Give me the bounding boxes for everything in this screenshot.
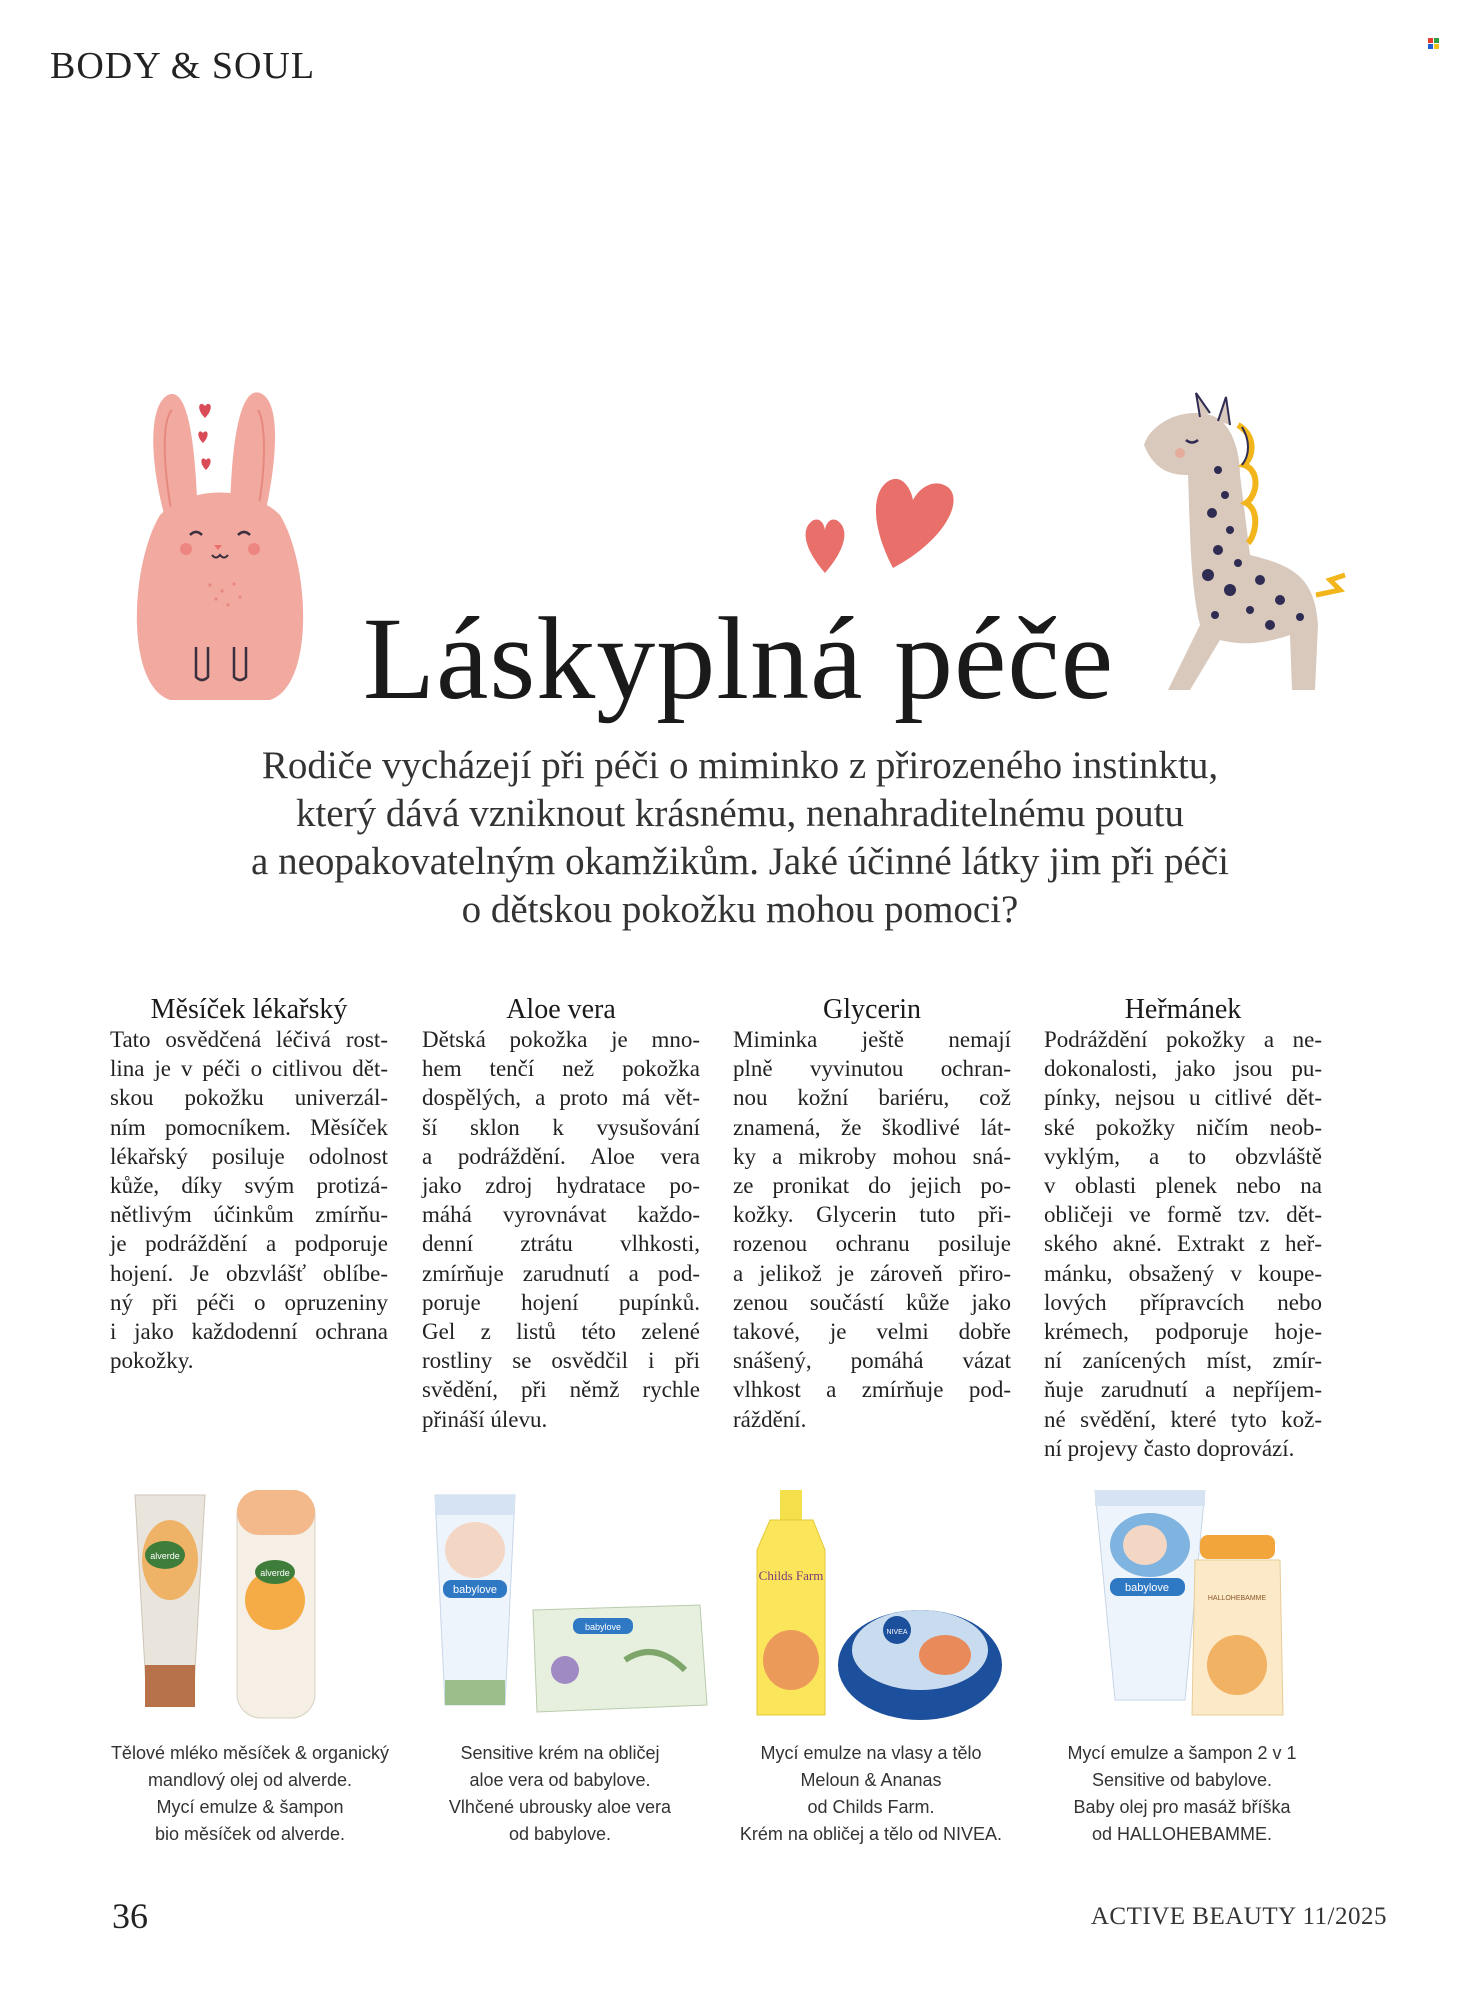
product-image-alverde: [115, 1490, 415, 1720]
text-line: ského akné. Extrakt z heř-: [1044, 1231, 1322, 1257]
text-line: obličeji ve formě tzv. dět-: [1044, 1202, 1322, 1228]
text-line: ný při péči o opruzeniny: [110, 1289, 388, 1315]
text-line: pokožky.: [110, 1348, 194, 1374]
lead-line: který dává vzniknout krásnému, nenahraditelnému poutu: [295, 792, 1185, 835]
brand-label: babylove: [584, 1622, 622, 1632]
text-line: ňuje zarudnutí a nepříjem-: [1044, 1377, 1322, 1403]
column-heading: Měsíček lékařský: [150, 994, 348, 1025]
caption-line: Mycí emulze na vlasy a tělo: [760, 1743, 982, 1763]
text-line: ní zanícených míst, zmír-: [1044, 1348, 1322, 1374]
caption-line: od Childs Farm.: [807, 1797, 935, 1817]
article-column-aloe-vera: [422, 995, 700, 1434]
lead-line: Rodiče vycházejí při péči o miminko z přirozeného instinktu,: [261, 744, 1219, 787]
text-line: lových přípravcích nebo: [1044, 1289, 1322, 1315]
text-line: vyklým, a to obzvláště: [1044, 1143, 1322, 1169]
text-line: hem tenčí než pokožka: [422, 1056, 700, 1082]
brand-label: NIVEA: [886, 1629, 908, 1636]
text-line: poruje hojení pupínků.: [422, 1289, 700, 1315]
page-number: 36: [112, 1896, 148, 1936]
text-line: ší sklon k vysušování: [422, 1114, 700, 1140]
text-line: skou pokožku univerzál-: [110, 1085, 388, 1111]
text-line: Tato osvědčená léčivá rost-: [110, 1027, 388, 1052]
text-line: v oblasti plenek nebo na: [1044, 1173, 1322, 1199]
text-line: a jelikož je zároveň přiro-: [733, 1260, 1011, 1286]
page-title: Láskyplná péče: [362, 593, 1115, 724]
text-line: takové, je velmi dobře: [733, 1319, 1011, 1345]
text-line: přináší úlevu.: [422, 1406, 548, 1432]
caption-line: aloe vera od babylove.: [469, 1770, 651, 1790]
column-body: [422, 1025, 700, 1434]
text-line: Gel z listů této zelené: [422, 1319, 700, 1345]
text-line: máhá vyrovnávat každo-: [422, 1202, 700, 1228]
text-line: denní ztrátu vlhkosti,: [422, 1231, 700, 1257]
text-line: ním pomocníkem. Měsíček: [110, 1114, 388, 1140]
column-heading: Aloe vera: [506, 994, 616, 1025]
caption-line: mandlový olej od alverde.: [147, 1770, 353, 1790]
section-label: BODY & SOUL: [50, 45, 316, 87]
lead-paragraph: [190, 742, 1290, 934]
brand-label: alverde: [150, 1551, 180, 1561]
brand-label: Childs Farm: [758, 1568, 824, 1583]
column-body: [733, 1025, 1011, 1434]
brand-label: HALLOHEBAMME: [1207, 1595, 1267, 1602]
text-line: ky a mikroby mohou sná-: [733, 1143, 1011, 1169]
caption-line: od babylove.: [508, 1824, 612, 1844]
product-caption: [1027, 1740, 1337, 1848]
caption-line: Sensitive krém na obličej: [460, 1743, 660, 1763]
small-hearts-icon: [190, 398, 220, 478]
caption-line: Mycí emulze a šampon 2 v 1: [1067, 1743, 1297, 1763]
text-line: hojení. Je obzvlášť oblíbe-: [110, 1260, 388, 1286]
caption-line: Meloun & Ananas: [800, 1770, 942, 1790]
text-line: lékařský posiluje odolnost: [110, 1143, 388, 1169]
text-line: snášený, pomáhá vázat: [733, 1348, 1011, 1374]
caption-line: bio měsíček od alverde.: [154, 1824, 346, 1844]
text-line: kožky. Glycerin tuto při-: [733, 1202, 1011, 1228]
text-line: dokonalosti, jako jsou pu-: [1044, 1056, 1322, 1082]
text-line: Podráždění pokožky a ne-: [1044, 1027, 1322, 1052]
text-line: pínky, nejsou u citlivé dět-: [1044, 1085, 1322, 1111]
text-line: rostliny se osvědčil i při: [422, 1348, 700, 1374]
text-line: mánku, obsažený v koupe-: [1044, 1260, 1322, 1286]
text-line: Dětská pokožka je mno-: [422, 1027, 700, 1052]
caption-line: Mycí emulze & šampon: [156, 1797, 344, 1817]
lead-line: o dětskou pokožku mohou pomoci?: [461, 888, 1019, 931]
text-line: je podráždění a podporuje: [110, 1231, 388, 1257]
product-image-babylove-aloe: [425, 1490, 725, 1720]
text-line: ské pokožky ničím neob-: [1044, 1114, 1322, 1140]
caption-line: Tělové mléko měsíček & organický: [110, 1743, 390, 1763]
text-line: kůže, díky svým protizá-: [110, 1173, 388, 1199]
column-heading: Glycerin: [823, 994, 921, 1025]
product-image-childsfarm-nivea: [735, 1490, 1035, 1720]
caption-line: Krém na obličej a tělo od NIVEA.: [739, 1824, 1003, 1844]
text-line: zmírňuje zarudnutí a pod-: [422, 1260, 700, 1286]
brand-label: alverde: [260, 1568, 290, 1578]
text-line: i jako každodenní ochrana: [110, 1319, 388, 1345]
text-line: nětlivým účinkům zmírňu-: [110, 1202, 388, 1228]
product-caption: [716, 1740, 1026, 1848]
text-line: znamená, že škodlivé lát-: [733, 1114, 1011, 1140]
article-column-calendula: [110, 995, 388, 1375]
text-line: Miminka ještě nemají: [733, 1027, 1011, 1052]
brand-label: babylove: [452, 1584, 498, 1596]
text-line: plně vyvinutou ochran-: [733, 1056, 1011, 1082]
magazine-issue: ACTIVE BEAUTY 11/2025: [1090, 1903, 1387, 1930]
text-line: lina je v péči o citlivou dět-: [110, 1056, 388, 1082]
article-column-glycerin: [733, 995, 1011, 1434]
text-line: vlhkost a zmírňuje pod-: [733, 1377, 1011, 1403]
column-body: [110, 1025, 388, 1375]
text-line: ze pronikat do jejich po-: [733, 1173, 1011, 1199]
heart-icon: [865, 470, 960, 570]
text-line: né svědění, které tyto kož-: [1044, 1406, 1322, 1432]
text-line: ní projevy často doprovází.: [1044, 1435, 1295, 1461]
product-image-babylove-hallohebamme: [1045, 1490, 1345, 1720]
column-body: [1044, 1025, 1322, 1463]
text-line: nou kožní bariéru, což: [733, 1085, 1011, 1111]
column-heading: Heřmánek: [1124, 994, 1242, 1025]
brand-label: babylove: [1124, 1582, 1170, 1594]
text-line: krémech, podporuje hoje-: [1044, 1319, 1322, 1345]
text-line: dospělých, a proto má vět-: [422, 1085, 700, 1111]
text-line: zenou součástí kůže jako: [733, 1289, 1011, 1315]
product-caption: [405, 1740, 715, 1848]
lead-line: a neopakovatelným okamžikům. Jaké účinné látky jim při péči: [251, 840, 1229, 883]
article-column-chamomile: [1044, 995, 1322, 1463]
caption-line: Sensitive od babylove.: [1091, 1770, 1273, 1790]
text-line: a podráždění. Aloe vera: [422, 1143, 700, 1169]
text-line: rozenou ochranu posiluje: [733, 1231, 1011, 1257]
product-caption: [95, 1740, 405, 1848]
heart-icon: [800, 515, 850, 575]
text-line: jako zdroj hydratace po-: [422, 1173, 700, 1199]
corner-logo-mark: [1428, 38, 1440, 50]
text-line: ráždění.: [733, 1406, 807, 1432]
caption-line: od HALLOHEBAMME.: [1091, 1824, 1273, 1844]
caption-line: Baby olej pro masáž bříška: [1073, 1797, 1291, 1817]
caption-line: Vlhčené ubrousky aloe vera: [448, 1797, 672, 1817]
text-line: svědění, při němž rychle: [422, 1377, 700, 1403]
